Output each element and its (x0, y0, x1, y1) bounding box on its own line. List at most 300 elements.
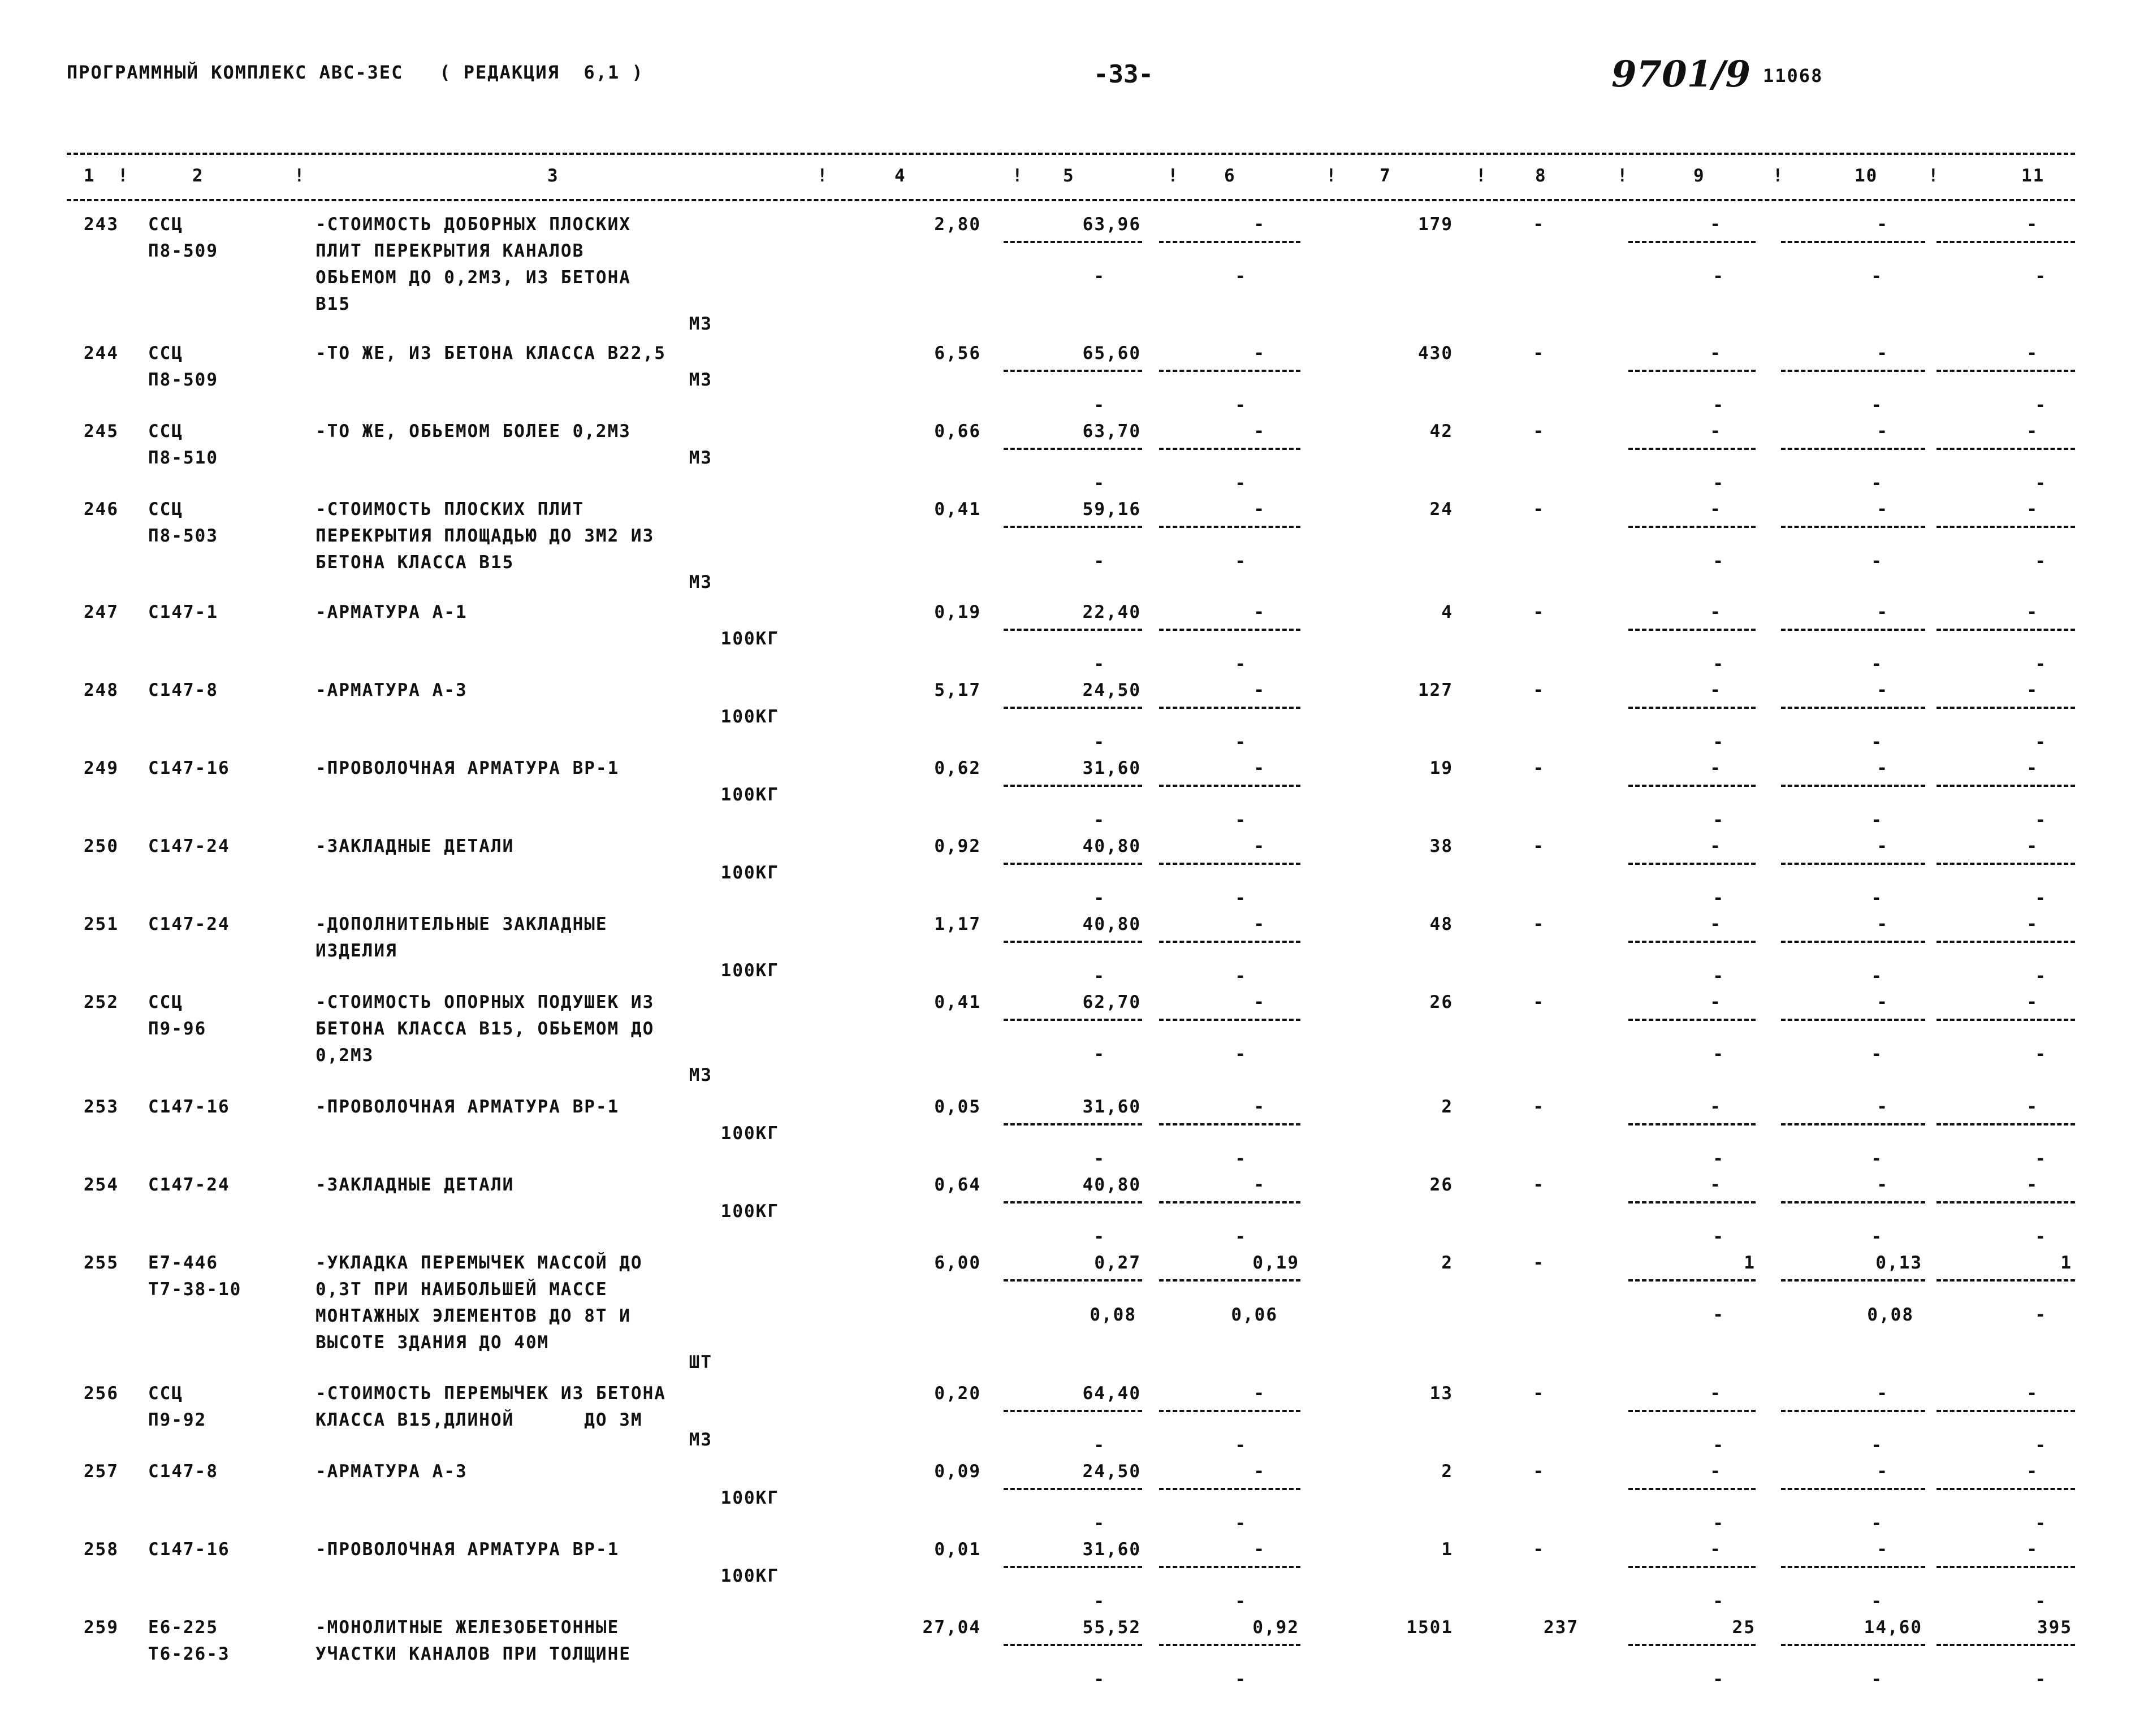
row-number: 258 (84, 1539, 119, 1560)
cell-divider-rule (1628, 863, 1756, 865)
cell-divider-rule (1159, 1279, 1300, 1282)
cell-lower-10: - (1871, 395, 1883, 415)
column-header-10: 10 (1855, 166, 1878, 186)
cell-divider-rule (1159, 1644, 1300, 1646)
cell-col-10: 14,60 (1864, 1617, 1922, 1638)
cell-col-5: 24,50 (1082, 680, 1141, 700)
cell-col-6: - (1253, 680, 1265, 700)
unit-of-measure: ШТ (689, 1352, 712, 1373)
cell-col-5: 31,60 (1082, 758, 1141, 778)
cell-divider-rule (1936, 1019, 2075, 1021)
rate-code: ССЦ (148, 1383, 183, 1404)
cell-col-9: - (1710, 1539, 1722, 1560)
cell-divider-rule (1781, 1123, 1925, 1125)
cell-col-9: - (1710, 1097, 1722, 1117)
row-number: 244 (84, 343, 119, 363)
cell-divider-rule (1159, 941, 1300, 943)
cell-lower-6: - (1235, 1669, 1247, 1690)
cell-col-11: - (2026, 680, 2038, 700)
cell-lower-9: - (1713, 1435, 1724, 1456)
cell-lower-9: - (1713, 1044, 1724, 1064)
column-separator: ! (1928, 166, 1940, 186)
cell-col-10: 0,13 (1875, 1253, 1922, 1273)
column-header-3: 3 (547, 166, 559, 186)
cell-col-5: 24,50 (1082, 1461, 1141, 1482)
rate-code: С147-1 (148, 602, 218, 622)
work-description: 0,3Т ПРИ НАИБОЛЬШЕЙ МАССЕ (315, 1279, 608, 1300)
cell-col-7: 26 (1429, 1175, 1453, 1195)
cell-lower-5: - (1093, 1591, 1105, 1612)
cell-lower-6: - (1235, 810, 1247, 830)
cell-divider-rule (1628, 1019, 1756, 1021)
cell-lower-6: 0,06 (1231, 1305, 1278, 1325)
cell-lower-11: - (2035, 966, 2047, 986)
cell-divider-rule (1781, 241, 1925, 243)
work-description: -ПРОВОЛОЧНАЯ АРМАТУРА ВР-1 (315, 1097, 620, 1117)
work-description: -ЗАКЛАДНЫЕ ДЕТАЛИ (315, 1175, 515, 1195)
cell-col-6: - (1253, 343, 1265, 363)
work-description: КЛАССА В15,ДЛИНОЙ ДО 3М (315, 1410, 643, 1430)
row-number: 253 (84, 1097, 119, 1117)
column-header-1: 1 (84, 166, 96, 186)
cell-col-7: 24 (1429, 499, 1453, 519)
cell-col-7: 42 (1429, 421, 1453, 441)
cell-col-7: 26 (1429, 992, 1453, 1012)
cell-col-9: - (1710, 992, 1722, 1012)
cell-col-10: - (1877, 499, 1888, 519)
cell-lower-9: - (1713, 266, 1724, 287)
cell-lower-9: - (1713, 1669, 1724, 1690)
cell-lower-10: - (1871, 1591, 1883, 1612)
work-description: ИЗДЕЛИЯ (315, 941, 397, 961)
cell-divider-rule (1628, 1644, 1756, 1646)
cell-col-7: 127 (1418, 680, 1453, 700)
cell-col-4: 0,62 (934, 758, 981, 778)
work-description: МОНТАЖНЫХ ЭЛЕМЕНТОВ ДО 8Т И (315, 1306, 631, 1326)
cell-col-11: - (2026, 1539, 2038, 1560)
column-separator: ! (294, 166, 306, 186)
cell-lower-11: - (2035, 1044, 2047, 1064)
cell-lower-6: - (1235, 1435, 1247, 1456)
unit-of-measure: 100КГ (720, 1566, 779, 1586)
cell-col-7: 4 (1441, 602, 1453, 622)
cell-col-5: 22,40 (1082, 602, 1141, 622)
cell-lower-9: - (1713, 551, 1724, 572)
cell-divider-rule (1004, 707, 1142, 709)
work-description: -ТО ЖЕ, ОБЬЕМОМ БОЛЕЕ 0,2М3 (315, 421, 631, 441)
work-description: -СТОИМОСТЬ ПЕРЕМЫЧЕК ИЗ БЕТОНА (315, 1383, 666, 1404)
work-description: -ДОПОЛНИТЕЛЬНЫЕ ЗАКЛАДНЫЕ (315, 914, 608, 934)
unit-of-measure: М3 (689, 1430, 712, 1450)
cell-col-10: - (1877, 1539, 1888, 1560)
cell-lower-11: - (2035, 1149, 2047, 1169)
cell-col-4: 0,41 (934, 992, 981, 1012)
cell-col-4: 5,17 (934, 680, 981, 700)
row-number: 243 (84, 214, 119, 235)
cell-divider-rule (1936, 1279, 2075, 1282)
cell-lower-9: - (1713, 966, 1724, 986)
cell-divider-rule (1004, 241, 1142, 243)
cell-col-5: 31,60 (1082, 1539, 1141, 1560)
cell-divider-rule (1004, 1201, 1142, 1203)
cell-lower-9: - (1713, 654, 1724, 674)
cell-col-6: - (1253, 1383, 1265, 1404)
cell-divider-rule (1936, 448, 2075, 450)
cell-col-5: 63,70 (1082, 421, 1141, 441)
cell-divider-rule (1004, 629, 1142, 631)
cell-divider-rule (1781, 1488, 1925, 1490)
cell-divider-rule (1628, 629, 1756, 631)
cell-lower-6: - (1235, 266, 1247, 287)
row-number: 250 (84, 836, 119, 856)
cell-divider-rule (1159, 241, 1300, 243)
cell-divider-rule (1781, 526, 1925, 528)
cell-col-5: 63,96 (1082, 214, 1141, 235)
cell-divider-rule (1628, 1123, 1756, 1125)
cell-divider-rule (1004, 863, 1142, 865)
column-header-7: 7 (1380, 166, 1391, 186)
cell-lower-6: - (1235, 395, 1247, 415)
cell-col-9: - (1710, 1383, 1722, 1404)
unit-of-measure: М3 (689, 448, 712, 468)
cell-col-7: 1 (1441, 1539, 1453, 1560)
cell-divider-rule (1159, 1566, 1300, 1568)
column-header-4: 4 (894, 166, 906, 186)
cell-col-11: 395 (2037, 1617, 2072, 1638)
cell-lower-11: - (2035, 551, 2047, 572)
cell-col-6: - (1253, 214, 1265, 235)
cell-lower-10: - (1871, 888, 1883, 908)
cell-col-4: 0,05 (934, 1097, 981, 1117)
cell-lower-6: - (1235, 732, 1247, 752)
column-separator: ! (1617, 166, 1629, 186)
cell-divider-rule (1004, 1279, 1142, 1282)
cell-lower-10: - (1871, 1044, 1883, 1064)
cell-divider-rule (1781, 1566, 1925, 1568)
cell-divider-rule (1628, 241, 1756, 243)
cell-col-10: - (1877, 1097, 1888, 1117)
rate-code: П8-509 (148, 241, 218, 261)
cell-divider-rule (1628, 1410, 1756, 1412)
cell-col-7: 13 (1429, 1383, 1453, 1404)
cell-col-9: - (1710, 602, 1722, 622)
cell-lower-11: - (2035, 473, 2047, 493)
cell-divider-rule (1159, 1410, 1300, 1412)
cell-divider-rule (1004, 1019, 1142, 1021)
cell-col-11: - (2026, 214, 2038, 235)
cell-lower-6: - (1235, 654, 1247, 674)
cell-col-6: - (1253, 992, 1265, 1012)
cell-lower-10: - (1871, 266, 1883, 287)
row-number: 256 (84, 1383, 119, 1404)
cell-col-11: - (2026, 343, 2038, 363)
cell-divider-rule (1781, 1201, 1925, 1203)
cell-col-7: 2 (1441, 1253, 1453, 1273)
unit-of-measure: 100КГ (720, 629, 779, 649)
cell-col-5: 65,60 (1082, 343, 1141, 363)
cell-divider-rule (1004, 1123, 1142, 1125)
cell-divider-rule (1628, 1566, 1756, 1568)
cell-divider-rule (1936, 707, 2075, 709)
work-description: -АРМАТУРА А-3 (315, 680, 468, 700)
work-description: -ПРОВОЛОЧНАЯ АРМАТУРА ВР-1 (315, 758, 620, 778)
cell-col-11: - (2026, 602, 2038, 622)
cell-lower-5: - (1093, 1227, 1105, 1247)
cell-col-10: - (1877, 421, 1888, 441)
cell-lower-10: - (1871, 1669, 1883, 1690)
work-description: БЕТОНА КЛАССА В15, ОБЬЕМОМ ДО (315, 1019, 655, 1039)
cell-col-8: - (1533, 343, 1545, 363)
cell-lower-9: - (1713, 1227, 1724, 1247)
cell-col-9: - (1710, 499, 1722, 519)
rate-code: Т6-26-3 (148, 1644, 230, 1664)
rate-code: ССЦ (148, 992, 183, 1012)
cell-col-11: - (2026, 914, 2038, 934)
cell-divider-rule (1781, 1019, 1925, 1021)
cell-col-6: - (1253, 914, 1265, 934)
cell-divider-rule (1004, 448, 1142, 450)
cell-col-11: - (2026, 1461, 2038, 1482)
cell-col-11: - (2026, 758, 2038, 778)
cell-divider-rule (1781, 1279, 1925, 1282)
unit-of-measure: 100КГ (720, 1123, 779, 1144)
cell-lower-5: - (1093, 473, 1105, 493)
work-description: -УКЛАДКА ПЕРЕМЫЧЕК МАССОЙ ДО (315, 1253, 643, 1273)
rate-code: С147-8 (148, 680, 218, 700)
cell-col-6: - (1253, 499, 1265, 519)
cell-lower-5: - (1093, 1435, 1105, 1456)
cell-divider-rule (1004, 370, 1142, 372)
cell-divider-rule (1004, 941, 1142, 943)
cell-lower-11: - (2035, 888, 2047, 908)
cell-col-10: - (1877, 758, 1888, 778)
work-description: -СТОИМОСТЬ ДОБОРНЫХ ПЛОСКИХ (315, 214, 631, 235)
cell-lower-6: - (1235, 473, 1247, 493)
cell-lower-9: - (1713, 473, 1724, 493)
unit-of-measure: М3 (689, 572, 712, 592)
cell-col-5: 64,40 (1082, 1383, 1141, 1404)
cell-lower-5: - (1093, 1044, 1105, 1064)
cell-lower-11: - (2035, 395, 2047, 415)
cell-col-4: 27,04 (922, 1617, 981, 1638)
cell-col-7: 19 (1429, 758, 1453, 778)
cell-col-8: - (1533, 680, 1545, 700)
cell-col-6: 0,92 (1252, 1617, 1299, 1638)
cell-divider-rule (1159, 707, 1300, 709)
cell-lower-9: - (1713, 395, 1724, 415)
cell-col-5: 55,52 (1082, 1617, 1141, 1638)
cell-col-8: - (1533, 1253, 1545, 1273)
work-description: ВЫСОТЕ ЗДАНИЯ ДО 40М (315, 1332, 550, 1353)
page-number: -33- (1093, 60, 1153, 89)
work-description: БЕТОНА КЛАССА В15 (315, 552, 515, 573)
cell-divider-rule (1159, 1488, 1300, 1490)
cell-divider-rule (1936, 1410, 2075, 1412)
cell-lower-11: - (2035, 1305, 2047, 1325)
rate-code: П8-509 (148, 370, 218, 390)
cell-divider-rule (1936, 1123, 2075, 1125)
rate-code: П9-96 (148, 1019, 207, 1039)
cell-lower-5: - (1093, 732, 1105, 752)
work-description: ПЕРЕКРЫТИЯ ПЛОЩАДЬЮ ДО 3М2 ИЗ (315, 526, 655, 546)
row-number: 257 (84, 1461, 119, 1482)
cell-col-10: - (1877, 1461, 1888, 1482)
rate-code: Е7-446 (148, 1253, 218, 1273)
cell-lower-10: - (1871, 1435, 1883, 1456)
cell-divider-rule (1159, 370, 1300, 372)
cell-col-5: 40,80 (1082, 914, 1141, 934)
cell-divider-rule (1936, 241, 2075, 243)
cell-divider-rule (1159, 448, 1300, 450)
cell-col-10: - (1877, 836, 1888, 856)
cell-divider-rule (1628, 370, 1756, 372)
work-description: -ТО ЖЕ, ИЗ БЕТОНА КЛАССА В22,5 (315, 343, 666, 363)
cell-col-9: - (1710, 914, 1722, 934)
cell-lower-10: - (1871, 1149, 1883, 1169)
cell-lower-6: - (1235, 1227, 1247, 1247)
cell-divider-rule (1628, 1201, 1756, 1203)
work-description: -СТОИМОСТЬ ПЛОСКИХ ПЛИТ (315, 499, 585, 519)
table-header-rule (67, 199, 2075, 201)
cell-col-4: 0,66 (934, 421, 981, 441)
cell-divider-rule (1936, 785, 2075, 787)
cell-lower-11: - (2035, 732, 2047, 752)
cell-col-4: 0,09 (934, 1461, 981, 1482)
cell-lower-10: - (1871, 1513, 1883, 1534)
cell-col-9: - (1710, 1461, 1722, 1482)
work-description: -ЗАКЛАДНЫЕ ДЕТАЛИ (315, 836, 515, 856)
cell-divider-rule (1004, 1410, 1142, 1412)
cell-lower-5: - (1093, 966, 1105, 986)
cell-col-11: 1 (2060, 1253, 2072, 1273)
unit-of-measure: 100КГ (720, 960, 779, 981)
cell-col-8: 237 (1544, 1617, 1579, 1638)
cell-col-7: 1501 (1406, 1617, 1453, 1638)
column-separator: ! (817, 166, 829, 186)
column-header-6: 6 (1224, 166, 1236, 186)
cell-divider-rule (1936, 370, 2075, 372)
cell-col-10: - (1877, 992, 1888, 1012)
cell-col-4: 6,56 (934, 343, 981, 363)
cell-divider-rule (1781, 941, 1925, 943)
cell-col-8: - (1533, 1097, 1545, 1117)
cell-col-9: - (1710, 1175, 1722, 1195)
cell-col-6: - (1253, 758, 1265, 778)
cell-col-4: 0,19 (934, 602, 981, 622)
work-description: В15 (315, 294, 351, 314)
cell-divider-rule (1159, 526, 1300, 528)
cell-col-4: 1,17 (934, 914, 981, 934)
row-number: 249 (84, 758, 119, 778)
cell-lower-9: - (1713, 1591, 1724, 1612)
row-number: 245 (84, 421, 119, 441)
cell-col-10: - (1877, 1383, 1888, 1404)
cell-lower-11: - (2035, 266, 2047, 287)
work-description: ПЛИТ ПЕРЕКРЫТИЯ КАНАЛОВ (315, 241, 585, 261)
cell-divider-rule (1781, 370, 1925, 372)
cell-col-8: - (1533, 992, 1545, 1012)
work-description: -АРМАТУРА А-3 (315, 1461, 468, 1482)
cell-col-4: 0,92 (934, 836, 981, 856)
cell-col-8: - (1533, 602, 1545, 622)
cell-col-7: 179 (1418, 214, 1453, 235)
document-code: 11068 (1763, 65, 1823, 86)
cell-divider-rule (1936, 1644, 2075, 1646)
cell-divider-rule (1159, 1019, 1300, 1021)
cell-col-8: - (1533, 1539, 1545, 1560)
cell-col-6: - (1253, 602, 1265, 622)
cell-col-7: 48 (1429, 914, 1453, 934)
unit-of-measure: 100КГ (720, 707, 779, 727)
rate-code: С147-16 (148, 1097, 230, 1117)
cell-col-10: - (1877, 214, 1888, 235)
cell-lower-11: - (2035, 1435, 2047, 1456)
rate-code: С147-24 (148, 1175, 230, 1195)
cell-col-4: 0,41 (934, 499, 981, 519)
column-header-8: 8 (1535, 166, 1547, 186)
cell-col-5: 62,70 (1082, 992, 1141, 1012)
column-separator: ! (118, 166, 129, 186)
cell-lower-6: - (1235, 1044, 1247, 1064)
cell-col-6: - (1253, 1175, 1265, 1195)
cell-col-10: - (1877, 1175, 1888, 1195)
cell-col-11: - (2026, 836, 2038, 856)
rate-code: П8-510 (148, 448, 218, 468)
cell-divider-rule (1628, 941, 1756, 943)
row-number: 255 (84, 1253, 119, 1273)
cell-divider-rule (1936, 1488, 2075, 1490)
cell-col-5: 0,27 (1094, 1253, 1141, 1273)
cell-col-5: 40,80 (1082, 836, 1141, 856)
cell-lower-11: - (2035, 1227, 2047, 1247)
cell-lower-10: - (1871, 654, 1883, 674)
cell-lower-5: - (1093, 654, 1105, 674)
rate-code: П9-92 (148, 1410, 207, 1430)
cell-divider-rule (1628, 448, 1756, 450)
column-separator: ! (1326, 166, 1338, 186)
cell-col-9: 1 (1744, 1253, 1756, 1273)
cell-col-4: 2,80 (934, 214, 981, 235)
cell-divider-rule (1004, 785, 1142, 787)
cell-divider-rule (1004, 1566, 1142, 1568)
column-separator: ! (1012, 166, 1024, 186)
program-header: ПРОГРАММНЫЙ КОМПЛЕКС АВС-ЗЕС ( РЕДАКЦИЯ 6,1 ) (67, 62, 644, 83)
column-header-2: 2 (192, 166, 204, 186)
cell-col-9: - (1710, 680, 1722, 700)
cell-lower-11: - (2035, 810, 2047, 830)
cell-lower-10: - (1871, 1227, 1883, 1247)
column-separator: ! (1476, 166, 1488, 186)
cell-col-11: - (2026, 499, 2038, 519)
unit-of-measure: М3 (689, 314, 712, 334)
cell-divider-rule (1159, 1123, 1300, 1125)
rate-code: ССЦ (148, 421, 183, 441)
cell-divider-rule (1628, 1279, 1756, 1282)
column-separator: ! (1773, 166, 1784, 186)
cell-lower-5: - (1093, 1669, 1105, 1690)
rate-code: С147-8 (148, 1461, 218, 1482)
cell-lower-6: - (1235, 888, 1247, 908)
cell-col-9: - (1710, 343, 1722, 363)
cell-col-11: - (2026, 1383, 2038, 1404)
cell-lower-9: - (1713, 1149, 1724, 1169)
rate-code: С147-24 (148, 836, 230, 856)
work-description: ОБЬЕМОМ ДО 0,2М3, ИЗ БЕТОНА (315, 267, 631, 288)
cell-lower-10: - (1871, 732, 1883, 752)
row-number: 247 (84, 602, 119, 622)
cell-col-11: - (2026, 1175, 2038, 1195)
cell-col-5: 31,60 (1082, 1097, 1141, 1117)
